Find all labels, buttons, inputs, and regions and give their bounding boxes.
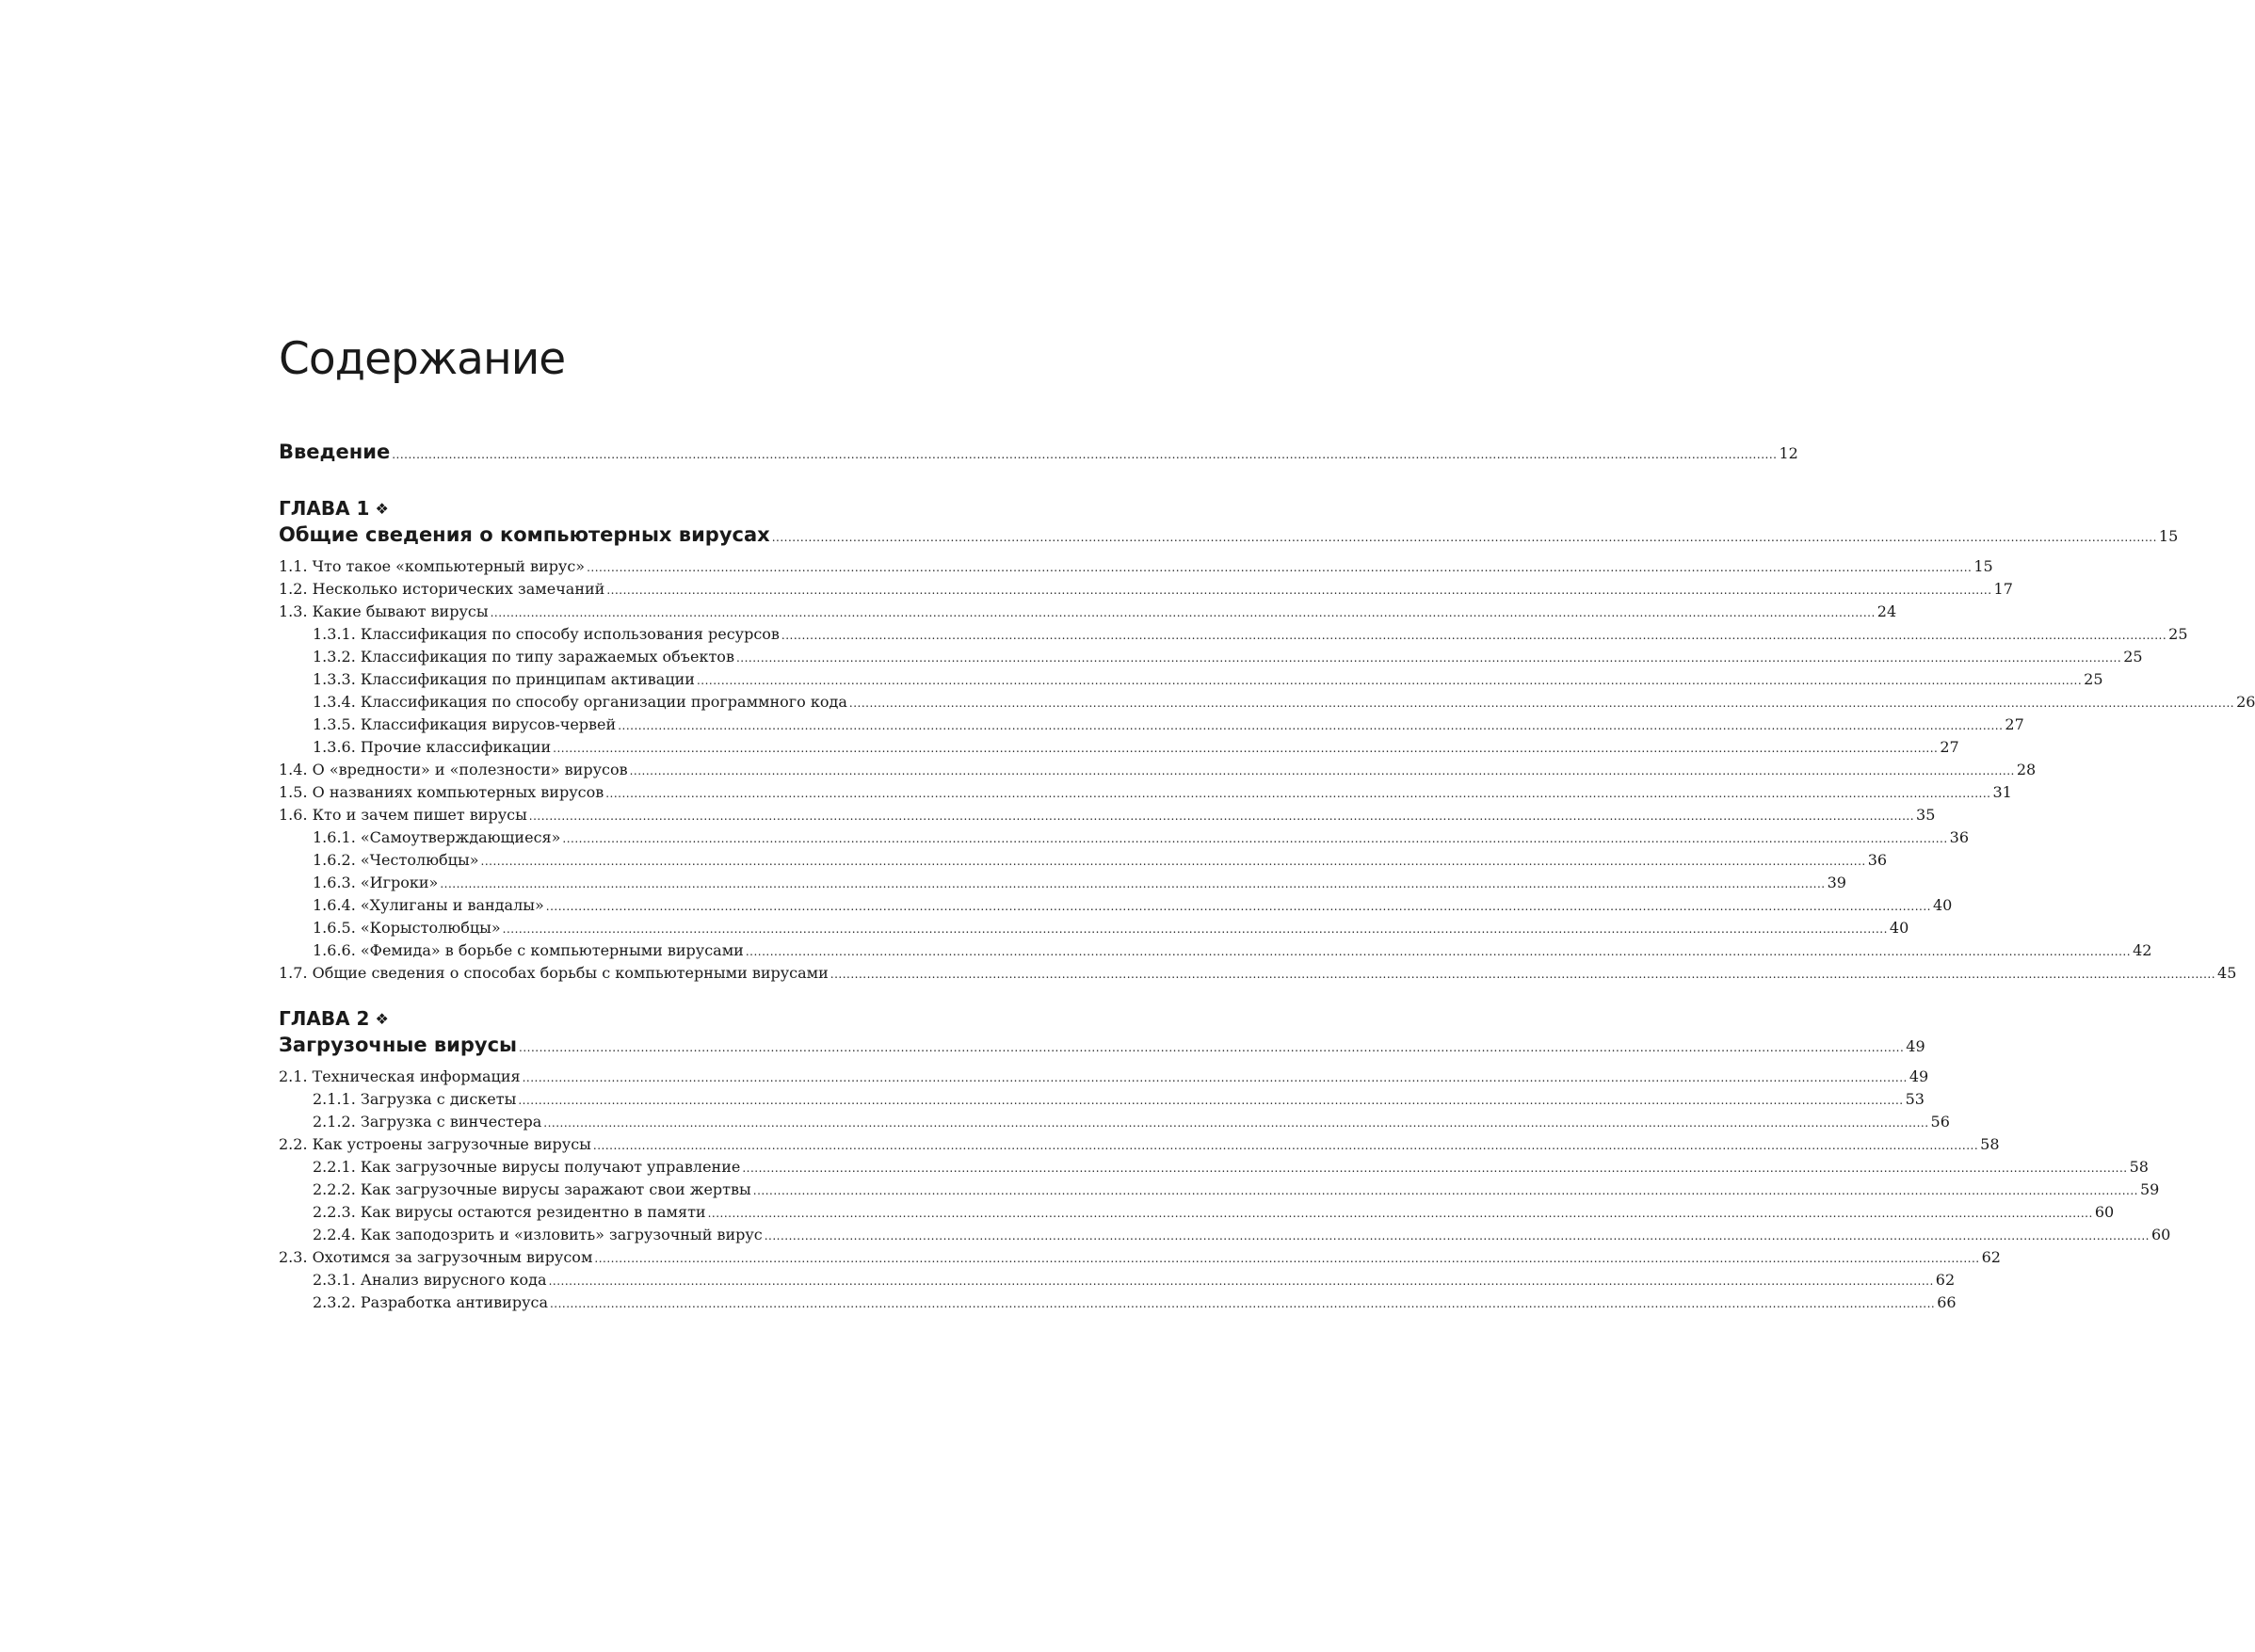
page-number: 27 [1940,738,1959,756]
toc-subentry[interactable] [279,670,2103,693]
page-number: 26 [2236,693,2255,711]
page-title: Содержание [279,333,566,385]
leader-dots [736,651,2121,665]
leader-dots [772,531,2157,544]
toc-subentry[interactable] [279,828,1969,851]
page-number: 31 [1992,783,2012,801]
page-number: 36 [1949,828,1969,846]
toc-entry[interactable] [279,602,1897,625]
chapter-1-block [279,493,2255,986]
page-number: 62 [1935,1271,1956,1289]
leader-dots [606,584,1991,597]
leader-dots [440,877,1825,890]
leader-dots [605,787,1990,800]
toc-entry-label: 1.4. О «вредности» и «полезности» вирусов [279,761,628,778]
chapter-1-title-row[interactable] [279,523,2179,555]
toc-entry-label: 2.1.2. Загрузка с винчестера [313,1113,542,1131]
toc-entry-label: 2.2.2. Как загрузочные вирусы заражают свои жертвы [313,1180,751,1198]
page-number: 40 [1889,919,1909,937]
leader-dots [543,1116,1928,1130]
toc-entry-label: 2.3.2. Разработка антивируса [313,1293,548,1311]
page-number: 60 [2150,1226,2171,1243]
toc-entry[interactable] [279,1135,2000,1158]
toc-entry-label: 1.3.6. Прочие классификации [313,738,552,756]
leader-dots [618,719,2003,732]
chapter-1-label [279,493,893,523]
toc-entry-label: 1.3.4. Классификация по способу организации программного кода [313,693,847,711]
toc-entry-label: 1.7. Общие сведения о способах борьбы с компьютерными вирусами [279,964,829,982]
toc-entry-label: 1.2. Несколько исторических замечаний [279,580,605,598]
toc-entry-label: 2.3. Охотимся за загрузочным вирусом [279,1248,593,1266]
toc-subentry[interactable] [279,1113,1950,1135]
leader-dots [830,968,2215,981]
page-number: 42 [2133,941,2152,959]
page-number: 17 [1993,580,2013,598]
toc-entry-label: 2.1.1. Загрузка с дискеты [313,1090,517,1108]
toc-subentry[interactable] [279,1158,2149,1180]
leader-dots [529,810,1914,823]
leader-dots [697,674,2082,687]
toc-subentry[interactable] [279,874,1846,896]
leader-dots [781,629,2166,642]
chapter-number: ГЛАВА 2 [279,1007,370,1030]
toc-entry-label: 1.1. Что такое «компьютерный вирус» [279,557,586,575]
page-number: 49 [1909,1067,1929,1085]
toc-subentry[interactable] [279,738,1959,761]
toc-subentry[interactable] [279,1090,1925,1113]
toc-entry-label: 1.3.5. Классификация вирусов-червей [313,715,617,733]
page-number: 58 [1980,1135,2000,1153]
toc-entry[interactable] [279,557,1993,580]
chapter-title: Общие сведения о компьютерных вирусах [279,523,770,546]
toc-entry-label: 1.6.3. «Игроки» [313,874,439,891]
leader-dots [587,561,1972,574]
page-number: 39 [1827,874,1846,891]
leader-dots [392,448,1777,461]
toc-subentry[interactable] [279,896,1953,919]
leader-dots [481,855,1866,868]
page-number: 25 [2084,670,2103,688]
toc-subentry[interactable] [279,715,2024,738]
toc-entry[interactable] [279,964,2237,986]
toc-entry-label: 1.6.1. «Самоутверждающиеся» [313,828,561,846]
toc-entry-label: 2.2.4. Как заподозрить и «изловить» загрузочный вирус [313,1226,763,1243]
leader-dots [765,1229,2150,1243]
toc-intro-label: Введение [279,441,391,463]
leader-dots [562,832,1947,845]
toc-entry-label: 1.6.2. «Честолюбцы» [313,851,479,869]
toc-subentry[interactable] [279,851,1888,874]
page-number: 53 [1905,1090,1925,1108]
page-number: 49 [1906,1037,1925,1055]
page-number: 15 [2158,527,2179,545]
page-number: 24 [1876,602,1897,620]
page-number: 27 [2005,715,2024,733]
page-number: 60 [2094,1203,2115,1221]
toc-entry[interactable] [279,761,2037,783]
page-number: 25 [2123,648,2143,666]
toc-subentry[interactable] [279,1226,2171,1248]
toc-intro-row[interactable] [279,441,1798,473]
toc-subentry[interactable] [279,941,2152,964]
toc-entry-label: 2.3.1. Анализ вирусного кода [313,1271,547,1289]
toc-subentry[interactable] [279,1203,2115,1226]
diamond-ornament-icon: ❖ [375,500,389,518]
leader-dots [503,922,1888,936]
toc-entry[interactable] [279,1067,1929,1090]
toc-subentry[interactable] [279,625,2188,648]
leader-dots [594,1252,1979,1265]
toc-entry[interactable] [279,1248,2001,1271]
toc-subentry[interactable] [279,1293,1957,1316]
toc-subentry[interactable] [279,1271,1956,1293]
toc-entry[interactable] [279,806,1936,828]
page-number: 58 [2129,1158,2149,1176]
page-number: 40 [1932,896,1953,914]
chapter-2-block [279,1003,2171,1316]
toc-entry-label: 2.2.1. Как загрузочные вирусы получают управление [313,1158,741,1176]
toc-entry-label: 2.2.3. Как вирусы остаются резидентно в памяти [313,1203,706,1221]
page-number: 59 [2139,1180,2160,1198]
chapter-2-title-row[interactable] [279,1034,1925,1066]
leader-dots [546,900,1931,913]
page-number: 15 [1973,557,1993,575]
toc-entry-label: 1.6.6. «Фемида» в борьбе с компьютерными вирусами [313,941,744,959]
toc-entry[interactable] [279,580,2013,602]
leader-dots [523,1071,1908,1084]
leader-dots [742,1162,2127,1175]
leader-dots [550,1297,1935,1310]
page-number: 12 [1779,444,1798,462]
leader-dots [708,1207,2093,1220]
leader-dots [753,1184,2138,1197]
toc-subentry[interactable] [279,919,1909,941]
toc-subentry[interactable] [279,693,2255,715]
leader-dots [593,1139,1978,1152]
leader-dots [491,606,1876,619]
page-number: 56 [1930,1113,1950,1131]
leader-dots [549,1275,1934,1288]
leader-dots [849,697,2234,710]
toc-subentry[interactable] [279,648,2143,670]
leader-dots [630,764,2015,778]
toc-entry-label: 2.2. Как устроены загрузочные вирусы [279,1135,591,1153]
leader-dots [746,945,2131,958]
leader-dots [519,1041,1904,1054]
toc-entry-label: 1.3.2. Классификация по типу заражаемых объектов [313,648,734,666]
leader-dots [553,742,1938,755]
chapter-title: Загрузочные вирусы [279,1034,518,1056]
toc-subentry[interactable] [279,1180,2160,1203]
toc-entry[interactable] [279,783,2012,806]
toc-entry-label: 1.3.3. Классификация по принципам активации [313,670,695,688]
page-number: 25 [2168,625,2188,643]
page-number: 28 [2016,761,2037,778]
page-number: 66 [1937,1293,1957,1311]
page-number: 62 [1981,1248,2001,1266]
toc-entry-label: 2.1. Техническая информация [279,1067,521,1085]
toc-entry-label: 1.3.1. Классификация по способу использования ресурсов [313,625,780,643]
toc-entry-label: 1.5. О названиях компьютерных вирусов [279,783,604,801]
chapter-2-label [279,1003,893,1034]
page-number: 45 [2217,964,2237,982]
toc-entry-label: 1.6. Кто и зачем пишет вирусы [279,806,527,824]
page-number: 36 [1867,851,1888,869]
toc-entry-label: 1.3. Какие бывают вирусы [279,602,489,620]
table-of-contents [279,441,2255,1333]
page-number: 35 [1916,806,1936,824]
leader-dots [518,1094,1903,1107]
diamond-ornament-icon: ❖ [375,1010,389,1028]
toc-entry-label: 1.6.4. «Хулиганы и вандалы» [313,896,544,914]
chapter-number: ГЛАВА 1 [279,497,370,520]
toc-entry-label: 1.6.5. «Корыстолюбцы» [313,919,501,937]
